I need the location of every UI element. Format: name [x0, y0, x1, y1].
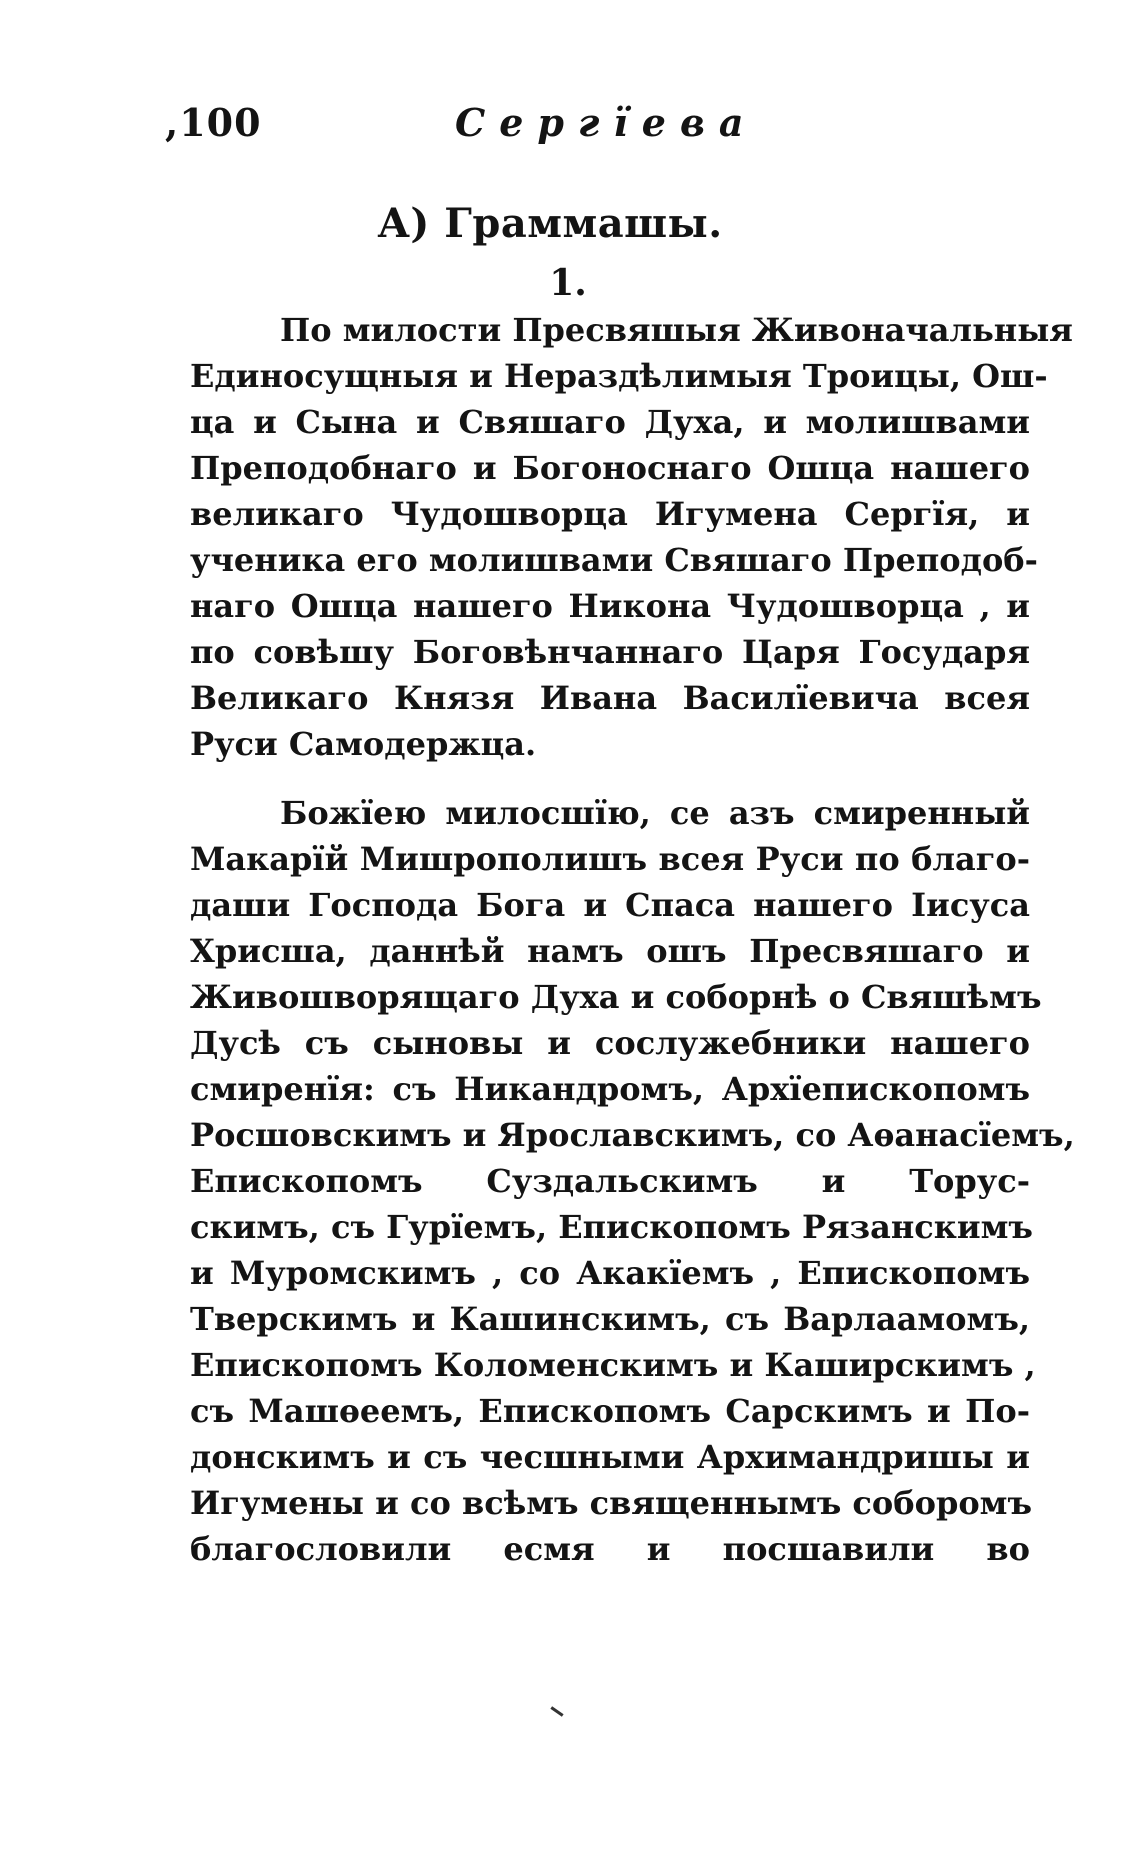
text-line: Руси Самодержца. — [190, 725, 537, 763]
text-line: скимъ, съ Гурїемъ, Епископомъ Рязанскимъ — [190, 1208, 1033, 1246]
text-line: Хрисша, даннѣй намъ ошъ Пресвяшаго и — [190, 932, 1030, 970]
section-heading-text: А) Граммашы. — [377, 200, 723, 247]
text-line: съ Машѳеемъ, Епископомъ Сарскимъ и По- — [190, 1392, 1030, 1430]
paragraph-2 — [190, 790, 1075, 1572]
text-line: Макарїй Мишрополишъ всея Руси по благо- — [190, 840, 1030, 878]
text-line: донскимъ и съ чесшными Архимандришы и — [190, 1438, 1030, 1476]
text-line: Божїею милосшїю, се азъ смиренный — [280, 794, 1030, 832]
text-line: Единосущныя и Нераздѣлимыя Троицы, Ош- — [190, 357, 1048, 395]
text-line: благословили есмя и посшавили во — [190, 1530, 1030, 1568]
text-line: ученика его молишвами Свяшаго Преподоб- — [190, 541, 1038, 579]
text-line: наго Ошца нашего Никона Чудошворца , и — [190, 587, 1030, 625]
text-line: Дусѣ съ сыновы и сослужебники нашего — [190, 1024, 1030, 1062]
text-line: смиренїя: съ Никандромъ, Архїепископомъ — [190, 1070, 1030, 1108]
text-line: ца и Сына и Свяшаго Духа, и молишвами — [190, 403, 1030, 441]
text-line: по совѣшу Боговѣнчаннаго Царя Государя — [190, 633, 1030, 671]
text-line: даши Господа Бога и Спаса нашего Iисуса — [190, 886, 1030, 924]
item-number-text: 1. — [549, 262, 587, 304]
paragraph-1 — [190, 307, 1073, 767]
text-line: Епископомъ Коломенскимъ и Каширскимъ , — [190, 1346, 1036, 1384]
section-heading — [0, 200, 1140, 247]
page-number: ,100 — [165, 100, 262, 145]
text-line: Епископомъ Суздальскимъ и Торус- — [190, 1162, 1030, 1200]
text-line: Живошворящаго Духа и соборнѣ о Свяшѣмъ — [190, 978, 1042, 1016]
text-line: Преподобнаго и Богоноснаго Ошца нашего — [190, 449, 1030, 487]
text-line: и Муромскимъ , со Акакїемъ , Епископомъ — [190, 1254, 1030, 1292]
running-title: Сергїева — [455, 100, 758, 145]
text-line: По милости Пресвяшыя Живоначальныя — [280, 311, 1073, 349]
text-line: Великаго Князя Ивана Василїевича всея — [190, 679, 1030, 717]
text-line: Тверскимъ и Кашинскимъ, съ Варлаамомъ, — [190, 1300, 1030, 1338]
item-number — [0, 262, 1140, 304]
ink-speck — [550, 1706, 563, 1716]
text-line: Игумены и со всѣмъ священнымъ соборомъ — [190, 1484, 1032, 1522]
text-line: великаго Чудошворца Игумена Сергїя, и — [190, 495, 1030, 533]
running-head — [165, 100, 965, 160]
text-line: Росшовскимъ и Ярославскимъ, со Аѳанасїемъ, — [190, 1116, 1075, 1154]
